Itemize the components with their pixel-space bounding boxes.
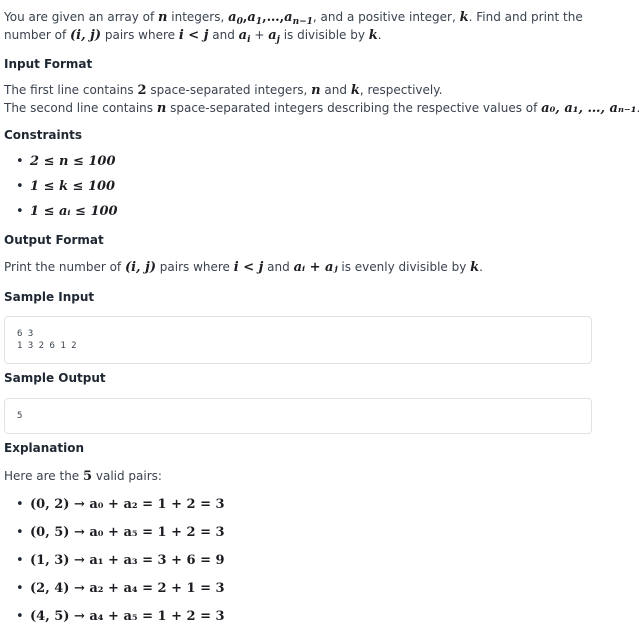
intro-text: , and a positive integer, — [312, 10, 460, 24]
code-line: 5 — [17, 411, 23, 421]
math-a0: $a_0$ — [228, 10, 243, 27]
math-dots: … — [266, 10, 280, 25]
input-format-line-2: The second line contains n space-separated integers describing the respective values of a₀, a₁, …, aₙ₋₁. — [4, 101, 640, 116]
math-n: n — [311, 83, 321, 98]
constraints-heading: Constraints — [4, 128, 83, 142]
explanation-pair: • (2, 4) → a₂ + a₄ = 2 + 1 = 3 — [16, 581, 225, 596]
sample-output-heading: Sample Output — [4, 371, 106, 385]
code-line: 1 3 2 6 1 2 — [17, 341, 77, 351]
output-format-line: Print the number of (i, j) pairs where i < j and aᵢ + aⱼ is evenly divisible by k. — [4, 260, 483, 275]
constraint-item: • 2 ≤ n ≤ 100 — [16, 154, 116, 169]
constraint-item: • 1 ≤ aᵢ ≤ 100 — [16, 204, 118, 219]
intro-line-1: You are given an array of n integers, $a_0,a_1,\dots,a_{n-1}$, and a positive integer, k. Find and print the — [4, 10, 583, 27]
sample-input-heading: Sample Input — [4, 290, 95, 304]
math-ai: $a_i$ — [238, 28, 251, 45]
intro-text: integers, — [167, 10, 229, 24]
intro-text: You are given an array of — [4, 10, 159, 24]
math-n: n — [158, 10, 168, 25]
math-an: $a_{n-1}$ — [284, 10, 313, 27]
math-cond: i < j — [178, 28, 209, 43]
math-pair: (i, j) — [70, 28, 102, 43]
explanation-pair: • (4, 5) → a₄ + a₅ = 1 + 2 = 3 — [16, 609, 225, 624]
math-sum: aᵢ + aⱼ — [293, 260, 338, 275]
math-k: k — [470, 260, 480, 275]
explanation-pair: • (0, 5) → a₀ + a₅ = 1 + 2 = 3 — [16, 525, 225, 540]
math-k: k — [350, 83, 360, 98]
code-line: 6 3 — [17, 329, 34, 339]
math-a1: $a_1$ — [247, 10, 263, 27]
explanation-heading: Explanation — [4, 441, 85, 455]
explanation-intro: Here are the 5 valid pairs: — [4, 469, 162, 484]
intro-text: . Find and print the — [468, 10, 583, 24]
intro-line-2: number of (i, j) pairs where i < j and $a_i + a_j$ is divisible by k. — [4, 28, 382, 45]
math-pair: (i, j) — [124, 260, 156, 275]
output-format-heading: Output Format — [4, 233, 104, 247]
input-format-line-1: The first line contains 2 space-separated integers, n and k, respectively. — [4, 83, 443, 98]
math-k: k — [459, 10, 469, 25]
explanation-pair: • (1, 3) → a₁ + a₃ = 3 + 6 = 9 — [16, 553, 225, 568]
constraint-item: • 1 ≤ k ≤ 100 — [16, 179, 116, 194]
math-k: k — [368, 28, 378, 43]
math-two: 2 — [137, 83, 147, 98]
math-cond: i < j — [233, 260, 264, 275]
math-values: a₀, a₁, …, aₙ₋₁ — [541, 101, 637, 116]
input-format-heading: Input Format — [4, 57, 93, 71]
math-count: 5 — [83, 469, 93, 484]
sample-output-box — [4, 398, 592, 434]
math-n: n — [156, 101, 167, 116]
sample-input-box — [4, 316, 592, 364]
math-aj: $a_j$ — [268, 28, 280, 45]
explanation-pair: • (0, 2) → a₀ + a₂ = 1 + 2 = 3 — [16, 497, 225, 512]
